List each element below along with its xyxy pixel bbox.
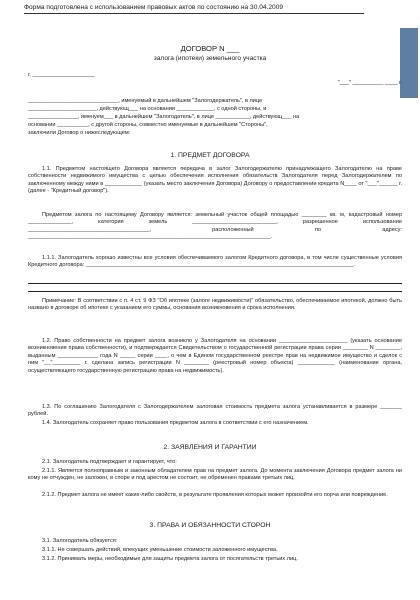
note-paragraph: Примечание: В соответствии с п. 4 ст. 9 ФЗ "Об ипотеке (залоге недвижимости)" обязательство, обеспечиваемое ипотекой, должно быть названо в договоре об ипотеке с указанием его суммы, основания возникновения и срока исполнения. — [28, 298, 402, 312]
intro-line: ________________, именуем___ в дальнейшем "Залогодатель", в лице ___________, действующ___ на — [28, 114, 300, 120]
date-line: "___" __________ ____ г. — [337, 80, 402, 86]
clause-1-3: 1.3. По соглашению Залогодателя с Залогодержателем залоговая стоимость предмета залога устанавливается в размере _______ рублей. — [28, 404, 402, 418]
clause-2-1: 2.1. Залогодатель подтверждает и гарантирует, что: — [42, 459, 177, 465]
section-heading-3: 3. ПРАВА И ОБЯЗАННОСТИ СТОРОН — [149, 522, 271, 529]
clause-3-1-1: 3.1.1. Не совершать действий, влекущих уменьшение стоимости заложенного имущества. — [42, 547, 278, 553]
clause-2-1-1: 2.1.1. Является полноправным и законным обладателем прав на предмет залога. До момента заключения Договора предмет залога ни кому не отчужден, не заложен, в споре и под арестом не состоит, не обременен правами третьих лиц. — [28, 468, 402, 482]
clause-3-1: 3.1. Залогодатель обязуется: — [42, 538, 118, 544]
clause-1-1-1: 1.1.1. Залогодатель хорошо известны все условия обеспечиваемого залогом Кредитного договора, в том числе существенные условия Кредитного договора: ______________________________________________________________________________________. — [28, 255, 402, 269]
document-subtitle: залога (ипотеки) земельного участка — [153, 55, 267, 62]
intro-line: ______________________, действующ___ на основании ____________, с одной стороны, и — [28, 106, 267, 112]
document-title: ДОГОВОР N ___ — [180, 44, 240, 53]
clause-3-1-2: 3.1.2. Принимать меры, необходимые для защиты предмета залога от посягательств третьих лиц. — [42, 556, 298, 562]
intro-line: _____________________________, именуемый в дальнейшем "Залогодержатель", в лице — [28, 98, 263, 104]
clause-1-2: 1.2. Право собственности на предмет залога возникло у Залогодателя на основании ______________________ (указать основание возникновения права собственности), и подтверждается Свидетельством о государственной регистрации права серии ________ N ________, выданным _____________ года N _____ серии ____, о чем в Едином государственном реестре прав на недвижимое имущество и сделок с ним "__"_________ г. сделана запись регистрации N ________ (реестровый номер объекта) ____________ (наименование органа, осуществляющего государственную регистрацию права на недвижимость). — [28, 338, 402, 374]
clause-1-4: 1.4. Залогодатель сохраняет право пользования предметом залога в соответствии с его назначением. — [42, 420, 309, 426]
section-heading-2: 2. ЗАЯВЛЕНИЯ И ГАРАНТИИ — [163, 444, 257, 451]
section-heading-1: 1. ПРЕДМЕТ ДОГОВОРА — [170, 152, 250, 159]
intro-line: заключили Договор о нижеследующем: — [28, 130, 131, 136]
clause-1-1: 1.1. Предметом настоящего Договора является передача в залог Залогодержателю принадлежащего Залогодателю на праве собственности недвижимого имущества с целью обеспечения исполнения обязательств Залогодателя перед Залогодержателем по заключенному между ними в ____________ (указать место заключения Договора) Договору о предоставлении кредита N____ от "___"______ г. (далее - "Кредитный договор"). — [28, 166, 402, 195]
clause-2-1-2: 2.1.2. Предмет залога не имеет каких-либо свойств, в результате проявления которых может произойти его порча или повреждение. — [42, 492, 388, 498]
intro-line: основании __________, с другой стороны, совместно именуемые в дальнейшем "Стороны", — [28, 122, 268, 128]
city-line: г. ____________________ — [28, 72, 95, 78]
watermark-logo — [400, 28, 418, 98]
clause-1-1-object: Предметом залога по настоящему Договору является: земельный участок общей площадью ________ кв. м, кадастровый номер ______________, категория земель ___________________________, разрешенное использование _______________________________________, расположенный по адресу: ______________________________________________________________________________. — [28, 212, 402, 241]
header-note: Форма подготовлена с использованием правовых актов по состоянию на 30.04.2009 — [24, 4, 364, 14]
blank-rule — [28, 283, 402, 284]
blank-rule — [28, 291, 402, 292]
